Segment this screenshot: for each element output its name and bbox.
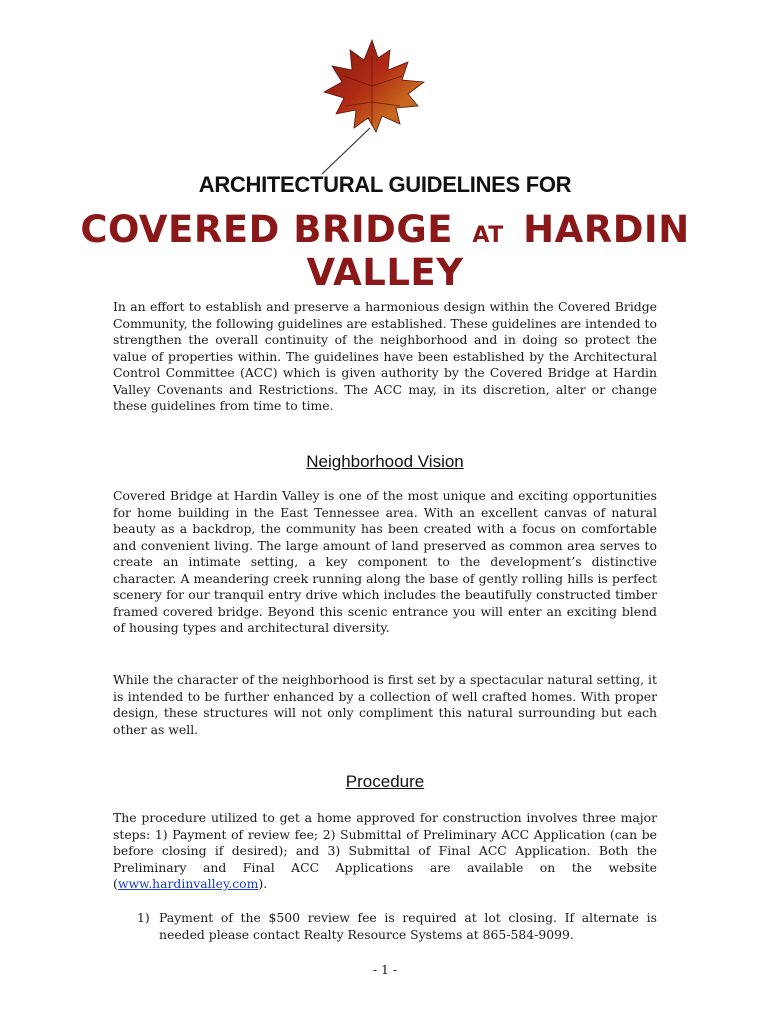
website-link[interactable]: www.hardinvalley.com <box>117 876 259 891</box>
document-title: ARCHITECTURAL GUIDELINES FOR <box>198 172 572 197</box>
community-name <box>0 208 770 294</box>
community-name-part2: HARDIN VALLEY <box>306 208 690 294</box>
list-item <box>137 910 657 943</box>
procedure-paragraph <box>113 810 657 893</box>
procedure-heading: Procedure <box>345 772 425 791</box>
community-name-part1: COVERED BRIDGE <box>80 208 454 251</box>
procedure-text: The procedure utilized to get a home approved for construction involves three major steps: 1) Payment of review fee; 2) Submittal of Preliminary ACC Application (can be before closing if desired); and 3) Submittal of Final ACC Application. Both the Preliminary and Final ACC Applications are available on the website ( <box>113 810 657 891</box>
neighborhood-vision-heading: Neighborhood Vision <box>306 452 464 471</box>
step-text: Payment of the $500 review fee is required at lot closing. If alternate is needed please contact Realty Resource Systems at 865-584-9099. <box>159 910 657 942</box>
page-number: - 1 - <box>372 962 398 977</box>
procedure-text-end: ). <box>258 876 268 891</box>
community-name-connector: AT <box>472 223 504 248</box>
maple-leaf-logo <box>310 36 430 176</box>
vision-paragraph-1: Covered Bridge at Hardin Valley is one of the most unique and exciting opportunities for home building in the East Tennessee area. With an excellent canvas of natural beauty as a backdrop, the community has been created with a focus on comfortable and convenient living. The large amount of land preserved as common area serves to create an intimate setting, a key component to the development’s distinctive character. A meandering creek running along the base of gently rolling hills is perfect scenery for our tranquil entry drive which includes the beautifully constructed timber framed covered bridge. Beyond this scenic entrance you will enter an exciting blend of housing types and architectural diversity. <box>113 488 657 635</box>
step-number: 1) <box>137 910 150 925</box>
intro-paragraph: In an effort to establish and preserve a harmonious design within the Covered Bridge Community, the following guidelines are established. These guidelines are intended to strengthen the overall continuity of the neighborhood and in doing so protect the value of properties within. The guidelines have been established by the Architectural Control Committee (ACC) which is given authority by the Covered Bridge at Hardin Valley Covenants and Restrictions. The ACC may, in its discretion, alter or change these guidelines from time to time. <box>113 299 657 413</box>
vision-paragraph-2: While the character of the neighborhood is first set by a spectacular natural setting, it is intended to be further enhanced by a collection of well crafted homes. With proper design, these structures will not only compliment this natural surrounding but each other as well. <box>113 672 657 737</box>
